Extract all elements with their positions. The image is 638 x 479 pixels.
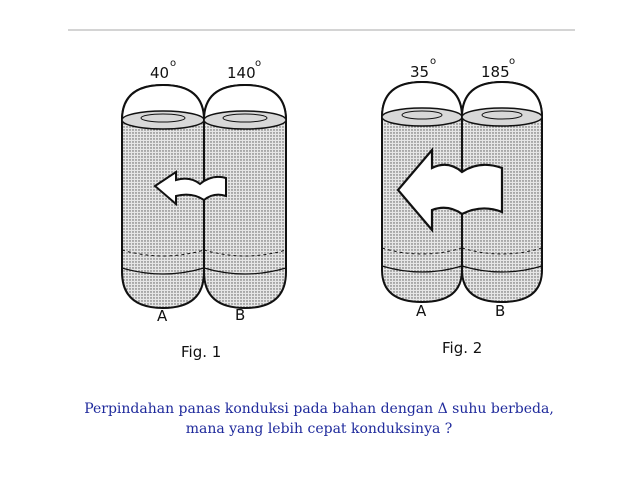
- caption-line-2: mana yang lebih cepat konduksinya ?: [185, 421, 453, 437]
- fig1-title: Fig. 1: [181, 343, 222, 361]
- fig1-temp-a: 40: [150, 64, 170, 82]
- fig2-label-a: A: [416, 302, 427, 320]
- fig2-temp-a: 35: [410, 63, 430, 81]
- fig1-cylinder-b: [204, 85, 286, 308]
- fig2-label-b: B: [495, 302, 506, 320]
- fig1-label-a: A: [157, 307, 168, 325]
- fig2-degree-a: o: [430, 56, 437, 67]
- caption-line-1: Perpindahan panas konduksi pada bahan dengan Δ suhu berbeda,: [84, 401, 554, 417]
- fig2-temp-b: 185: [481, 63, 510, 81]
- fig1-label-b: B: [235, 306, 246, 324]
- fig1-group: [122, 58, 286, 361]
- fig1-degree-b: o: [255, 58, 262, 69]
- fig1-temp-b: 140: [227, 64, 256, 82]
- fig2-group: [382, 56, 542, 357]
- fig1-degree-a: o: [170, 58, 177, 69]
- fig2-degree-b: o: [509, 56, 516, 67]
- fig1-cylinder-a: [122, 85, 204, 308]
- fig2-title: Fig. 2: [442, 339, 483, 357]
